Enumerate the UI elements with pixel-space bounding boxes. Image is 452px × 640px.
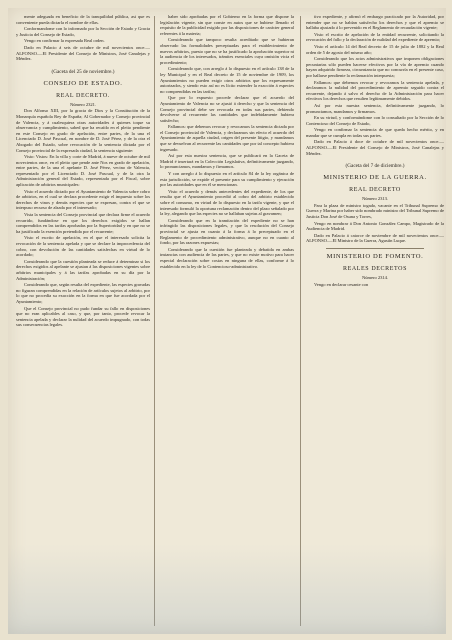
paragraph: Considerando que tampoco resulta acreditado que se hubieran observado las formalidades preceptuadas para el establecimiento de nuevos arbitrios, puesto que no se ha justificado la aprobación superior ni la audiencia de los interesados, trámites esenciales cuya omisión vicia el procedimiento; <box>160 37 294 65</box>
column-rule <box>154 16 155 626</box>
paragraph: Y con arreglo á lo dispuesto en el artículo 84 de la ley orgánica de esta jurisdicción, se expide el presente para su cumplimiento y ejecución por las autoridades que en él se mencionan. <box>160 171 294 188</box>
paragraph: Vengo en confirmar la sentencia de que queda hecho mérito, y en mandar que se cumpla en todas sus partes. <box>306 127 444 138</box>
paragraph: Así por esta nuestra sentencia, definitivamente juzgando, lo pronunciamos, mandamos y firmamos. <box>306 102 444 114</box>
paragraph: Vengo en declarar cesante con <box>314 281 369 287</box>
column-rule <box>300 16 301 626</box>
paragraph: Conformandome con lo informado por la Sección de Estado y Gracia y Justicia del Consejo de Estado, <box>16 26 150 37</box>
paragraph: Visto el escrito de apelación de la entidad recurrente, solicitando la revocación del fallo y la declaración de nulidad del expediente de apremio; <box>306 31 444 43</box>
paragraph: Considerando que, según resulta del expediente, las especies gravadas no figuran comprendidas en la relación de artículos sujetos al arbitrio, por lo que no procedía su exacción en la forma en que fue acordada por el Ayuntamiento; <box>16 282 150 304</box>
decree-heading: REAL DECRETO. <box>56 92 110 99</box>
paragraph: Vengo en nombrar á Don Antonio González Campo, Magistrado de la Audiencia de Madrid. <box>306 220 444 232</box>
paragraph: Considerando que, con arreglo á lo dispuesto en el artículo 138 de la ley Municipal y en el Real decreto de 15 de noviembre de 1909, los Ayuntamientos no pueden exigir otros arbitrios que los expresamente autorizados, y siendo esto así no es lícito extender la exacción á especies no comprendidas en las tarifas; <box>160 66 294 94</box>
paragraph: Considerando que la cuestión planteada se reduce á determinar si los derechos exigidos al apelante se ajustan á las disposiciones vigentes sobre arbitrios municipales y á las tarifas aprobadas en su día por la Administración; <box>16 258 150 281</box>
paragraph: Considerando que en la tramitación del expediente no se han infringido las disposiciones legales, y que la resolución del Consejo provincial se ajusta en cuanto á la forma á lo preceptuado en el Reglamento de procedimiento administrativo, aunque no en cuanto al fondo, por las razones expuestas; <box>160 217 294 246</box>
paragraph: mente adeguada en beneficio de la tranquilidad pública, asi que es conveniente pueda dictarla el nombre de ellas. <box>16 14 150 25</box>
paragraph: Vista la sentencia del Consejo provincial que declara firme el acuerdo recurrido, fundándose en que los derechos exigidos se hallan comprendidos en las tarifas aprobadas por la Superioridad y en que no se ha justificado la exención pretendida por el recurrente; <box>16 212 150 234</box>
decree-heading: REALES DECRETOS <box>342 266 408 272</box>
paragraph: Visto el escrito de apelación, en el que el interesado solicita la revocación de la sentencia apelada y que se declare la improcedencia del cobro, con devolución de las cantidades satisfechas en virtud de lo acordado; <box>16 235 150 258</box>
paragraph: Visto el acuerdo dictado por el Ayuntamiento de Valencia sobre cobro de arbitrios, en el cual se declara procedente exigir el impuesto sobre los derechos de vinos y demás especies que se expresan, contra el que se interpuso recurso de alzada por el interesado; <box>16 188 150 211</box>
paragraph: Que el Consejo provincial no pudo fundar su fallo en disposiciones que no eran aplicables al caso, y que, por tanto, procede revocar la sentencia apelada y declarar la nulidad del acuerdo impugnado, con todas sus consecuencias legales. <box>16 305 150 328</box>
paragraph: Así por esta nuestra sentencia, que se publicará en la Gaceta de Madrid é insertará en la Colección Legislativa, definitivamente juzgando, lo pronunciamos, mandamos y firmamos. <box>160 153 294 170</box>
paragraph: Visto: Vistos: En la villa y corte de Madrid, á nueve de octubre de mil novecientos once, en el pleito que pende ante Nos en grado de apelación, entre partes, de la una el apelante D. José Pérez, vecino de Valencia, representado por el Licenciado D. José Pascual, y de la otra la Administración general del Estado, representada por el Fiscal, sobre aplicación de arbitrios municipales: <box>16 154 150 188</box>
paragraph: Visto el acuerdo y demás antecedentes del expediente, de los que resulta que el Ayuntamiento procedió al cobro del arbitrio establecido sobre el consumo, en virtud de lo dispuesto en la tarifa vigente, y que el interesado formuló la oportuna reclamación dentro del plazo señalado por la ley, alegando que las especies no se hallaban sujetas al gravamen; <box>160 188 294 217</box>
section-heading: MINISTERIO DE FOMENTO. <box>326 253 424 260</box>
signature-paragraph: Dado en Palacio á catorce de noviembre de mil novecientos once.—ALFONSO.—El Ministro de la Guerra, Agustín Luque. <box>306 232 444 244</box>
section-heading: CONSEJO DE ESTADO. <box>43 79 123 87</box>
paragraph: haber sido aprobadas por el Gobierno en la forma que dispone la legislación vigente, sin que conste en autos que se hubiese llenado el requisito de la publicidad exigido por las disposiciones de carácter general referentes á la materia; <box>160 14 294 36</box>
gazette-reference: (Gaceta del 25 de noviembre.) <box>51 68 115 75</box>
paragraph: Considerando que la cuestión fue planteada y debatida en ambas instancias con audiencia de las partes, y que no existe motivo para hacer especial declaración sobre costas en ninguna de ellas, conforme á lo establecido en la ley de lo Contencioso-administrativo. <box>160 246 294 269</box>
paragraph: Vengo en confirmar la expresada Real orden. <box>24 38 105 44</box>
paragraph: Fallamos: que debemos revocar y revocamos la sentencia apelada, y declaramos la nulidad del procedimiento de apremio seguido contra el recurrente, dejando á salvo el derecho de la Administración para hacer efectivos los derechos que resulten legítimamente debidos. <box>306 79 444 102</box>
document-page <box>8 8 446 634</box>
paragraph: tivo expediente, y afirmó el embargo practicado por la Autoridad, por entender que no se habían satisfecho los derechos y que el apremio se hallaba ajustado á lo prevenido en el Reglamento de recaudación vigente; <box>306 14 444 31</box>
decree-number: Número 2313. <box>362 196 388 202</box>
paragraph: Visto el artículo 14 del Real decreto de 15 de julio de 1882 y la Real orden de 5 de agosto del mismo año; <box>306 43 444 55</box>
text-column-1 <box>16 14 150 628</box>
decree-number: Número 2314. <box>362 275 388 280</box>
text-column-3 <box>306 14 444 628</box>
gazette-reference: (Gaceta del 7 de diciembre.) <box>345 163 405 170</box>
paragraph: Considerando que los actos administrativos que imponen obligaciones pecuniarias sólo pueden hacerse efectivos por la vía de apremio cuando hayan adquirido firmeza, circunstancia que no concurría en el presente caso, por hallarse pendiente la reclamación interpuesta; <box>306 56 444 78</box>
section-heading: MINISTERIO DE LA GUERRA. <box>323 174 427 182</box>
paragraph: Don Alfonso XIII, por la gracia de Dios y la Constitución de la Monarquía española Rey de España; Al Gobernador y Consejo provincial de Valencia, y á cualesquiera otras autoridades á quienes toque su observancia y cumplimiento, sabed que ha recaído en el pleito pendiente en este Consejo en grado de apelación, entre partes, de la una el Licenciado D. José Pascual, en nombre de D. José Pérez, y de la otra el Abogado del Estado, sobre revocación de la sentencia dictada por el Consejo provincial de la expresada ciudad, la sentencia siguiente: <box>16 108 150 153</box>
paragraph: Fallamos: que debemos revocar y revocamos la sentencia dictada por el Consejo provincial de Valencia, y declaramos sin efecto el acuerdo del Ayuntamiento de aquella ciudad, origen del presente litigio, y mandamos que se devuelvan al recurrente las cantidades que por tal concepto hubiera ingresado. <box>160 124 294 152</box>
signature-paragraph: Dado en Palacio á doce de octubre de mil novecientos once.—ALFONSO.—El Presidente del Consejo de Ministros, José Canalejas y Méndez. <box>306 139 444 156</box>
paragraph: Para la plaza de ministro togado, vacante en el Tribunal Supremo de Guerra y Marina por haber sido nombrado ministro del Tribunal Supremo de Justicia Don José de Osuna y Torres, <box>306 202 444 220</box>
section-divider <box>326 248 424 249</box>
paragraph: Que por lo expuesto procede declarar que el acuerdo del Ayuntamiento de Valencia no se ajustó á derecho y que la sentencia del Consejo provincial debe ser revocada en todas sus partes, debiendo devolverse al recurrente las cantidades que indebidamente hubiera satisfecho; <box>160 95 294 123</box>
paragraph: En su virtud, y conformándome con lo consultado por la Sección de lo Contencioso del Consejo de Estado, <box>306 115 444 126</box>
signature-paragraph: Dado en Palacio á seis de octubre de mil novecientos once.— ALFONSO.—El Presidente del Consejo de Ministros, José Canalejas y Méndez. <box>16 44 150 62</box>
decree-number: Número 2321. <box>70 101 96 107</box>
decree-heading: REAL DECRETO <box>349 187 401 194</box>
text-column-2 <box>160 14 294 628</box>
